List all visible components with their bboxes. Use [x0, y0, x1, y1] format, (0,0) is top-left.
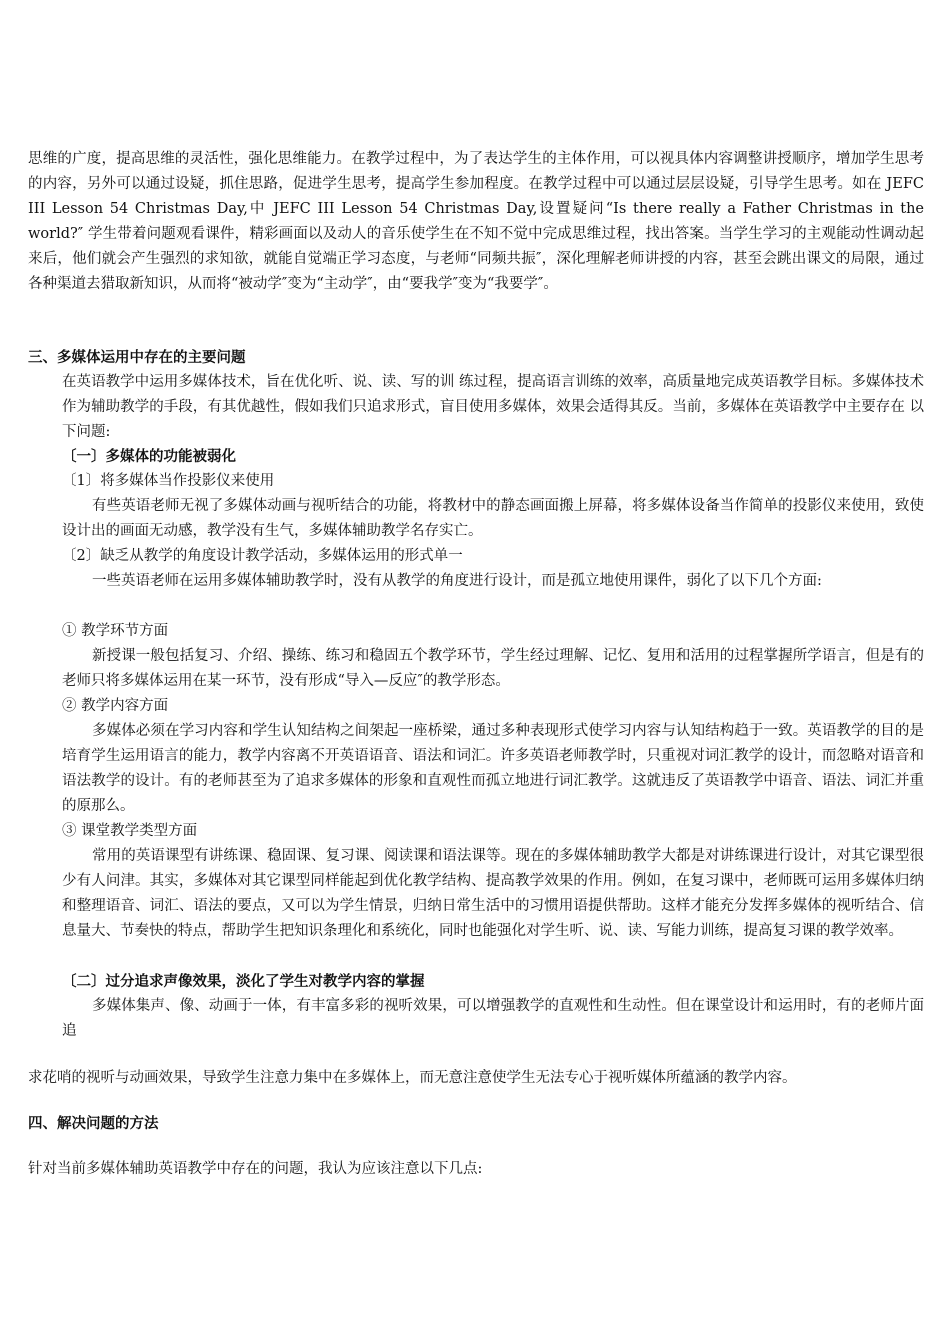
section-4-intro: 针对当前多媒体辅助英语教学中存在的问题，我认为应该注意以下几点:	[28, 1161, 483, 1177]
point-1-title: ① 教学环节方面	[62, 623, 169, 639]
subsection-2-text: 多媒体集声、像、动画于一体，有丰富多彩的视听效果，可以增强教学的直观性和生动性。但在课堂设计和运用时，有的老师片面追	[62, 998, 924, 1039]
item-2-title: 〔2〕缺乏从教学的角度设计教学活动，多媒体运用的形式单一	[62, 548, 463, 564]
item-1-title: 〔1〕将多媒体当作投影仪来使用	[62, 473, 275, 489]
section-3-heading: 三、多媒体运用中存在的主要问题	[28, 349, 246, 366]
continuation-paragraph: 求花哨的视听与动画效果，导致学生注意力集中在多媒体上，而无意注意使学生无法专心于视听媒体所蕴涵的教学内容。	[28, 1070, 797, 1086]
section-4-heading: 四、解决问题的方法	[28, 1115, 159, 1132]
point-2-title: ② 教学内容方面	[62, 698, 169, 714]
point-1-text: 新授课一般包括复习、介绍、操练、练习和稳固五个教学环节，学生经过理解、记忆、复用和活用的过程掌握所学语言，但是有的老师只将多媒体运用在某一环节，没有形成“导入—反应″的教学形态。	[62, 648, 924, 689]
subsection-1-heading: 〔一〕多媒体的功能被弱化	[62, 448, 236, 465]
item-2-text: 一些英语老师在运用多媒体辅助教学时，没有从教学的角度进行设计，而是孤立地使用课件，弱化了以下几个方面:	[92, 573, 822, 589]
point-3-title: ③ 课堂教学类型方面	[62, 823, 198, 839]
section-3-intro: 在英语教学中运用多媒体技术，旨在优化听、说、读、写的训 练过程，提高语言训练的效率，高质量地完成英语教学目标。多媒体技术作为辅助教学的手段，有其优越性，假如我们只追求形式，盲目使用多媒体，效果会适得其反。当前，多媒体在英语教学中主要存在 以下问题:	[62, 374, 924, 440]
subsection-2-heading: 〔二〕过分追求声像效果，淡化了学生对教学内容的掌握	[62, 973, 425, 990]
point-3-text: 常用的英语课型有讲练课、稳固课、复习课、阅读课和语法课等。现在的多媒体辅助教学大都是对讲练课进行设计，对其它课型很少有人问津。其实，多媒体对其它课型同样能起到优化教学结构、提高教学效果的作用。例如，在复习课中，老师既可运用多媒体归纳和整理语音、词汇、语法的要点，又可以为学生情景，归纳日常生活中的习惯用语提供帮助。这样才能充分发挥多媒体的视听结合、信息量大、节奏快的特点，帮助学生把知识条理化和系统化，同时也能强化对学生听、说、读、写能力训练，提高复习课的教学效率。	[62, 848, 924, 939]
paragraph-intro: 思维的广度，提高思维的灵活性，强化思维能力。在教学过程中，为了表达学生的主体作用，可以视具体内容调整讲授顺序，增加学生思考的内容，另外可以通过设疑，抓住思路，促进学生思考，提高学生参加程度。在教学过程中可以通过层层设疑，引导学生思考。如在 JEFC III Lesson 54 Christmas Day,中 JEFC III Lesson 54 Christmas Day,设置疑问“Is there really a Father Christmas in the world?″ 学生带着问题观看课件，精彩画面以及动人的音乐使学生在不知不觉中完成思维过程，找出答案。当学生学习的主观能动性调动起来后，他们就会产生强烈的求知欲，就能自觉端正学习态度，与老师“同频共振″，深化理解老师讲授的内容，甚至会跳出课文的局限，通过各种渠道去猎取新知识，从而将“被动学″变为“主动学″，由“要我学″变为“我要学″。	[28, 151, 924, 292]
item-1-text: 有些英语老师无视了多媒体动画与视听结合的功能，将教材中的静态画面搬上屏幕，将多媒体设备当作简单的投影仪来使用，致使设计出的画面无动感，教学没有生气，多媒体辅助教学名存实亡。	[62, 498, 924, 539]
point-2-text: 多媒体必须在学习内容和学生认知结构之间架起一座桥梁，通过多种表现形式使学习内容与认知结构趋于一致。英语教学的目的是培育学生运用语言的能力，教学内容离不开英语语音、语法和词汇。许多英语老师教学时，只重视对词汇教学的设计，而忽略对语音和语法教学的设计。有的老师甚至为了追求多媒体的形象和直观性而孤立地进行词汇教学。这就违反了英语教学中语音、语法、词汇并重的原那么。	[62, 723, 924, 814]
